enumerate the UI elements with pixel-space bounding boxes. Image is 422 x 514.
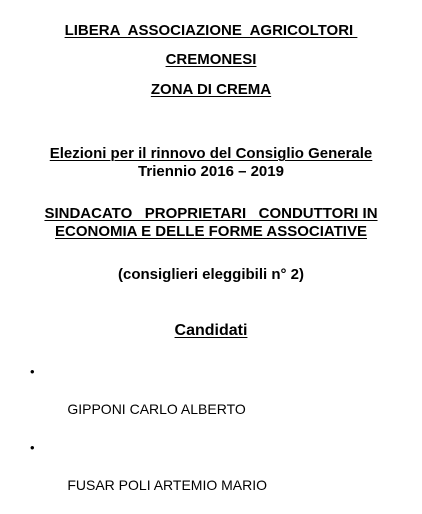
zone-name: ZONA DI CREMA (150, 81, 272, 98)
election-title-line1: Elezioni per il rinnovo del Consiglio Generale (49, 145, 373, 162)
eligible-councillors-note: (consiglieri eleggibili n° 2) (117, 266, 305, 283)
election-title-line2: Triennio 2016 – 2019 (138, 163, 284, 180)
candidate-name: GIPPONI CARLO ALBERTO (67, 401, 246, 417)
syndicate-name-line1: SINDACATO PROPRIETARI CONDUTTORI IN (44, 205, 378, 222)
candidate-name: FUSAR POLI ARTEMIO MARIO (67, 477, 268, 493)
list-item (30, 438, 267, 514)
association-name-line2: CREMONESI (165, 51, 257, 68)
bullet-icon: • (30, 364, 35, 379)
list-item (30, 362, 267, 438)
association-name-line1: LIBERA ASSOCIAZIONE AGRICOLTORI (64, 22, 358, 39)
candidates-list (30, 362, 267, 514)
candidates-title: Candidati (174, 322, 248, 339)
bullet-icon: • (30, 440, 35, 455)
syndicate-name-line2: ECONOMIA E DELLE FORME ASSOCIATIVE (55, 223, 367, 240)
